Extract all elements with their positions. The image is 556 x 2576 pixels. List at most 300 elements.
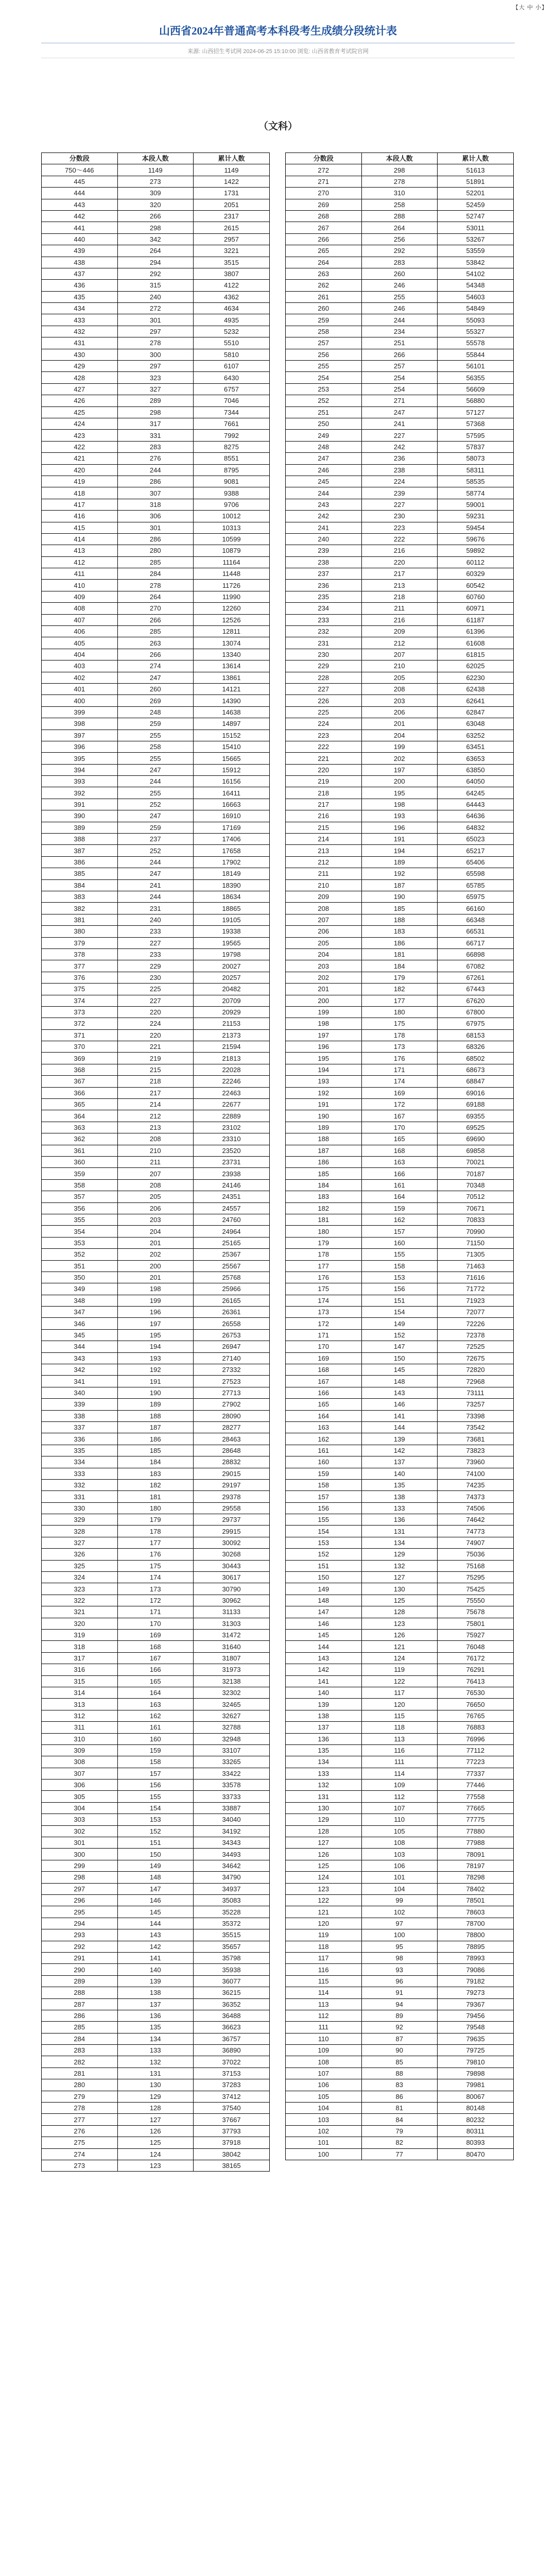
table-cell: 401: [42, 683, 118, 694]
table-cell: 244: [117, 464, 194, 476]
table-cell: 221: [286, 753, 362, 764]
table-row: [286, 291, 514, 302]
table-cell: 298: [42, 1872, 118, 1883]
table-cell: 148: [361, 1376, 438, 1387]
table-cell: 340: [42, 1387, 118, 1398]
table-cell: 179: [286, 1237, 362, 1248]
table-row: [42, 984, 270, 995]
table-row: [286, 2067, 514, 2079]
table-row: [42, 395, 270, 406]
table-cell: 241: [286, 522, 362, 533]
table-cell: 140: [361, 1468, 438, 1479]
font-size-control[interactable]: 【大 中 小】: [512, 5, 548, 11]
table-cell: 195: [361, 787, 438, 799]
table-cell: 393: [42, 776, 118, 787]
table-row: [42, 948, 270, 960]
table-cell: 183: [361, 926, 438, 937]
table-cell: 278: [117, 337, 194, 349]
table-cell: 17902: [194, 856, 270, 868]
table-cell: 137: [361, 1456, 438, 1468]
table-row: [42, 1168, 270, 1179]
table-cell: 154: [361, 1307, 438, 1318]
table-cell: 61396: [438, 626, 514, 637]
table-row: [286, 1491, 514, 1502]
table-cell: 169: [361, 1087, 438, 1098]
table-row: [42, 1560, 270, 1571]
table-cell: 281: [42, 2067, 118, 2079]
table-cell: 80311: [438, 2125, 514, 2137]
table-cell: 271: [361, 395, 438, 406]
table-cell: 217: [361, 568, 438, 580]
table-cell: 419: [42, 476, 118, 487]
table-row: [286, 822, 514, 833]
table-cell: 96: [361, 1975, 438, 1987]
table-row: [42, 245, 270, 257]
table-cell: 230: [117, 972, 194, 983]
table-row: [286, 1768, 514, 1779]
table-cell: 26165: [194, 1295, 270, 1306]
table-row: [286, 418, 514, 429]
table-cell: 323: [42, 1583, 118, 1595]
table-cell: 59001: [438, 499, 514, 510]
table-row: [286, 856, 514, 868]
table-row: [286, 903, 514, 914]
table-cell: 130: [117, 2079, 194, 2091]
table-cell: 75036: [438, 1549, 514, 1560]
table-cell: 254: [361, 383, 438, 395]
table-cell: 445: [42, 176, 118, 187]
table-cell: 175: [117, 1560, 194, 1571]
table-row: [42, 1883, 270, 1894]
table-row: [286, 1041, 514, 1053]
table-cell: 207: [117, 1168, 194, 1179]
table-row: [42, 1906, 270, 1918]
table-row: [42, 1918, 270, 1929]
table-cell: 150: [361, 1352, 438, 1364]
table-row: [286, 695, 514, 706]
table-cell: 285: [42, 2022, 118, 2033]
table-cell: 198: [117, 1283, 194, 1295]
table-cell: 28090: [194, 1410, 270, 1421]
table-cell: 392: [42, 787, 118, 799]
table-cell: 244: [286, 487, 362, 499]
table-cell: 136: [361, 1514, 438, 1526]
table-cell: 231: [286, 637, 362, 649]
table-cell: 126: [117, 2125, 194, 2137]
table-cell: 3221: [194, 245, 270, 257]
table-cell: 219: [286, 776, 362, 787]
table-cell: 52459: [438, 199, 514, 210]
table-cell: 22246: [194, 1076, 270, 1087]
table-row: [42, 1952, 270, 1963]
table-cell: 77558: [438, 1791, 514, 1802]
table-row: [42, 487, 270, 499]
table-row: [286, 2148, 514, 2160]
table-row: [286, 787, 514, 799]
table-cell: 151: [117, 1837, 194, 1849]
table-row: [42, 2033, 270, 2044]
table-row: [286, 1087, 514, 1098]
table-cell: 112: [286, 2010, 362, 2021]
table-cell: 105: [286, 2091, 362, 2102]
table-cell: 162: [286, 1433, 362, 1445]
table-cell: 167: [361, 1110, 438, 1122]
table-cell: 207: [286, 914, 362, 925]
table-cell: 360: [42, 1156, 118, 1167]
table-cell: 30092: [194, 1537, 270, 1548]
table-cell: 398: [42, 718, 118, 730]
table-row: [286, 383, 514, 395]
table-cell: 115: [286, 1975, 362, 1987]
table-cell: 286: [42, 2010, 118, 2021]
table-row: [42, 1099, 270, 1110]
table-cell: 7661: [194, 418, 270, 429]
table-row: [42, 834, 270, 845]
table-cell: 73257: [438, 1399, 514, 1410]
table-cell: 73960: [438, 1456, 514, 1468]
table-cell: 20709: [194, 995, 270, 1006]
table-cell: 252: [286, 395, 362, 406]
table-row: [42, 1768, 270, 1779]
table-cell: 182: [117, 1479, 194, 1490]
table-cell: 8275: [194, 441, 270, 452]
table-cell: 195: [117, 1329, 194, 1341]
table-row: [42, 1479, 270, 1490]
table-cell: 63653: [438, 753, 514, 764]
table-row: [286, 1537, 514, 1548]
table-cell: 27902: [194, 1399, 270, 1410]
table-cell: 285: [117, 626, 194, 637]
table-cell: 143: [361, 1387, 438, 1398]
table-cell: 26361: [194, 1307, 270, 1318]
table-cell: 420: [42, 464, 118, 476]
table-row: [42, 1041, 270, 1053]
table-row: [286, 1849, 514, 1860]
table-cell: 106: [286, 2079, 362, 2091]
table-cell: 26558: [194, 1318, 270, 1329]
table-cell: 267: [286, 222, 362, 233]
table-cell: 79725: [438, 2045, 514, 2056]
table-cell: 104: [286, 2103, 362, 2114]
table-cell: 289: [117, 395, 194, 406]
table-cell: 16411: [194, 787, 270, 799]
table-cell: 155: [117, 1791, 194, 1802]
table-cell: 237: [286, 568, 362, 580]
table-row: [42, 1214, 270, 1225]
table-cell: 298: [117, 222, 194, 233]
table-cell: 361: [42, 1145, 118, 1156]
table-cell: 166: [286, 1387, 362, 1398]
table-cell: 147: [117, 1883, 194, 1894]
table-cell: 71305: [438, 1249, 514, 1260]
table-cell: 66898: [438, 948, 514, 960]
table-cell: 186: [286, 1156, 362, 1167]
table-row: [42, 1814, 270, 1825]
table-cell: 123: [361, 1618, 438, 1629]
table-cell: 170: [117, 1618, 194, 1629]
table-cell: 104: [361, 1883, 438, 1894]
table-cell: 124: [117, 2148, 194, 2160]
table-cell: 210: [117, 1145, 194, 1156]
table-cell: 105: [361, 1825, 438, 1837]
table-cell: 318: [117, 499, 194, 510]
table-row: [286, 637, 514, 649]
table-row: [42, 891, 270, 903]
table-cell: 65217: [438, 845, 514, 856]
table-row: [42, 914, 270, 925]
table-cell: 421: [42, 453, 118, 464]
table-row: [286, 499, 514, 510]
table-cell: 77775: [438, 1814, 514, 1825]
table-cell: 370: [42, 1041, 118, 1053]
table-cell: 314: [42, 1687, 118, 1698]
table-row: [286, 1802, 514, 1814]
table-cell: 271: [286, 176, 362, 187]
table-cell: 164: [286, 1410, 362, 1421]
table-cell: 136: [117, 2010, 194, 2021]
table-cell: 68673: [438, 1064, 514, 1075]
table-row: [42, 511, 270, 522]
table-cell: 28832: [194, 1456, 270, 1468]
table-cell: 350: [42, 1272, 118, 1283]
table-row: [286, 879, 514, 891]
table-cell: 61187: [438, 614, 514, 625]
table-cell: 68326: [438, 1041, 514, 1053]
table-cell: 9388: [194, 487, 270, 499]
table-cell: 147: [361, 1341, 438, 1352]
table-row: [42, 1537, 270, 1548]
table-row: [42, 1295, 270, 1306]
table-cell: 35657: [194, 1941, 270, 1952]
table-cell: 252: [117, 845, 194, 856]
table-cell: 168: [361, 1145, 438, 1156]
table-cell: 69858: [438, 1145, 514, 1156]
table-cell: 32627: [194, 1710, 270, 1721]
table-cell: 189: [286, 1122, 362, 1133]
table-cell: 244: [117, 776, 194, 787]
table-cell: 222: [361, 533, 438, 545]
table-cell: 20027: [194, 960, 270, 972]
table-cell: 6107: [194, 361, 270, 372]
table-row: [286, 706, 514, 718]
table-cell: 64832: [438, 822, 514, 833]
table-cell: 52201: [438, 188, 514, 199]
table-row: [42, 845, 270, 856]
table-cell: 378: [42, 948, 118, 960]
table-cell: 32138: [194, 1675, 270, 1687]
table-cell: 2317: [194, 210, 270, 222]
table-cell: 107: [361, 1802, 438, 1814]
table-cell: 237: [117, 834, 194, 845]
table-cell: 79456: [438, 2010, 514, 2021]
table-cell: 67261: [438, 972, 514, 983]
table-cell: 66160: [438, 903, 514, 914]
table-cell: 176: [361, 1053, 438, 1064]
table-cell: 161: [361, 1179, 438, 1191]
table-cell: 159: [361, 1202, 438, 1214]
table-cell: 276: [117, 453, 194, 464]
table-cell: 212: [286, 856, 362, 868]
table-cell: 117: [361, 1687, 438, 1698]
table-row: [286, 245, 514, 257]
table-cell: 62438: [438, 683, 514, 694]
table-row: [42, 1941, 270, 1952]
table-row: [286, 1029, 514, 1041]
table-cell: 247: [117, 672, 194, 683]
table-cell: 4362: [194, 291, 270, 302]
table-row: [42, 1029, 270, 1041]
table-cell: 75168: [438, 1560, 514, 1571]
table-cell: 119: [286, 1929, 362, 1941]
table-cell: 136: [286, 1733, 362, 1744]
table-cell: 80067: [438, 2091, 514, 2102]
table-row: [42, 1491, 270, 1502]
table-row: [42, 1307, 270, 1318]
table-row: [42, 280, 270, 291]
table-row: [42, 1468, 270, 1479]
table-row: [286, 406, 514, 418]
article-meta: 来源: 山西招生考试网 2024-06-25 15:10:00 浏览: 山西省教育考试院官网: [187, 48, 369, 55]
table-cell: 251: [286, 406, 362, 418]
table-cell: 15152: [194, 730, 270, 741]
table-row: [42, 1583, 270, 1595]
table-cell: 19565: [194, 937, 270, 948]
table-cell: 89: [361, 2010, 438, 2021]
table-cell: 4935: [194, 314, 270, 326]
table-cell: 164: [117, 1687, 194, 1698]
table-cell: 309: [117, 188, 194, 199]
table-cell: 266: [117, 210, 194, 222]
table-row: [42, 1053, 270, 1064]
table-cell: 177: [286, 1260, 362, 1272]
table-cell: 189: [361, 856, 438, 868]
table-cell: 80393: [438, 2137, 514, 2148]
table-cell: 151: [361, 1295, 438, 1306]
table-cell: 417: [42, 499, 118, 510]
table-row: [286, 441, 514, 452]
table-cell: 217: [117, 1087, 194, 1098]
table-cell: 37793: [194, 2125, 270, 2137]
table-cell: 235: [286, 591, 362, 602]
table-cell: 14638: [194, 706, 270, 718]
table-cell: 240: [117, 914, 194, 925]
table-row: [42, 1699, 270, 1710]
table-cell: 269: [117, 695, 194, 706]
table-row: [42, 188, 270, 199]
table-cell: 292: [42, 1941, 118, 1952]
table-cell: 116: [286, 1964, 362, 1975]
table-cell: 31472: [194, 1630, 270, 1641]
table-cell: 59454: [438, 522, 514, 533]
table-cell: 146: [117, 1894, 194, 1906]
table-cell: 170: [361, 1122, 438, 1133]
table-row: [42, 1987, 270, 1998]
table-cell: 7344: [194, 406, 270, 418]
table-cell: 52747: [438, 210, 514, 222]
table-cell: 76172: [438, 1652, 514, 1664]
table-cell: 11726: [194, 580, 270, 591]
table-cell: 190: [361, 891, 438, 903]
table-cell: 36890: [194, 2045, 270, 2056]
table-cell: 240: [117, 291, 194, 302]
table-cell: 126: [286, 1849, 362, 1860]
table-cell: 266: [117, 649, 194, 660]
table-cell: 60971: [438, 603, 514, 614]
table-cell: 57127: [438, 406, 514, 418]
table-row: [286, 1295, 514, 1306]
table-row: [286, 1733, 514, 1744]
table-cell: 187: [286, 1145, 362, 1156]
table-cell: 244: [361, 314, 438, 326]
table-cell: 152: [117, 1825, 194, 1837]
table-cell: 70187: [438, 1168, 514, 1179]
table-cell: 28463: [194, 1433, 270, 1445]
table-cell: 32302: [194, 1687, 270, 1698]
table-row: [42, 741, 270, 752]
table-cell: 29737: [194, 1514, 270, 1526]
table-cell: 334: [42, 1456, 118, 1468]
table-cell: 145: [117, 1906, 194, 1918]
table-cell: 17658: [194, 845, 270, 856]
table-row: [42, 1202, 270, 1214]
table-cell: 147: [286, 1606, 362, 1618]
table-row: [42, 1514, 270, 1526]
table-cell: 365: [42, 1099, 118, 1110]
table-row: [286, 1975, 514, 1987]
table-cell: 434: [42, 303, 118, 314]
table-cell: 66531: [438, 926, 514, 937]
table-cell: 27332: [194, 1364, 270, 1376]
table-row: [42, 1387, 270, 1398]
table-cell: 381: [42, 914, 118, 925]
table-cell: 64245: [438, 787, 514, 799]
table-cell: 185: [286, 1168, 362, 1179]
table-row: [286, 1329, 514, 1341]
table-cell: 152: [286, 1549, 362, 1560]
table-cell: 189: [117, 1399, 194, 1410]
table-row: [42, 268, 270, 279]
table-cell: 198: [361, 799, 438, 810]
table-cell: 231: [117, 903, 194, 914]
table-cell: 75927: [438, 1630, 514, 1641]
table-cell: 399: [42, 706, 118, 718]
table-cell: 141: [286, 1675, 362, 1687]
table-row: [286, 1791, 514, 1802]
table-row: [42, 2022, 270, 2033]
table-cell: 113: [286, 1998, 362, 2010]
table-row: [286, 1872, 514, 1883]
table-cell: 161: [117, 1722, 194, 1733]
table-cell: 56101: [438, 361, 514, 372]
table-cell: 124: [361, 1652, 438, 1664]
table-cell: 408: [42, 603, 118, 614]
table-cell: 76650: [438, 1699, 514, 1710]
table-cell: 2957: [194, 233, 270, 245]
table-row: [286, 568, 514, 580]
table-cell: 345: [42, 1329, 118, 1341]
table-cell: 223: [361, 522, 438, 533]
table-row: [286, 1133, 514, 1145]
table-cell: 1422: [194, 176, 270, 187]
table-cell: 339: [42, 1399, 118, 1410]
table-cell: 67443: [438, 984, 514, 995]
table-cell: 210: [286, 879, 362, 891]
table-cell: 56880: [438, 395, 514, 406]
table-cell: 54603: [438, 291, 514, 302]
table-cell: 20257: [194, 972, 270, 983]
table-cell: 300: [117, 349, 194, 360]
table-cell: 172: [361, 1099, 438, 1110]
